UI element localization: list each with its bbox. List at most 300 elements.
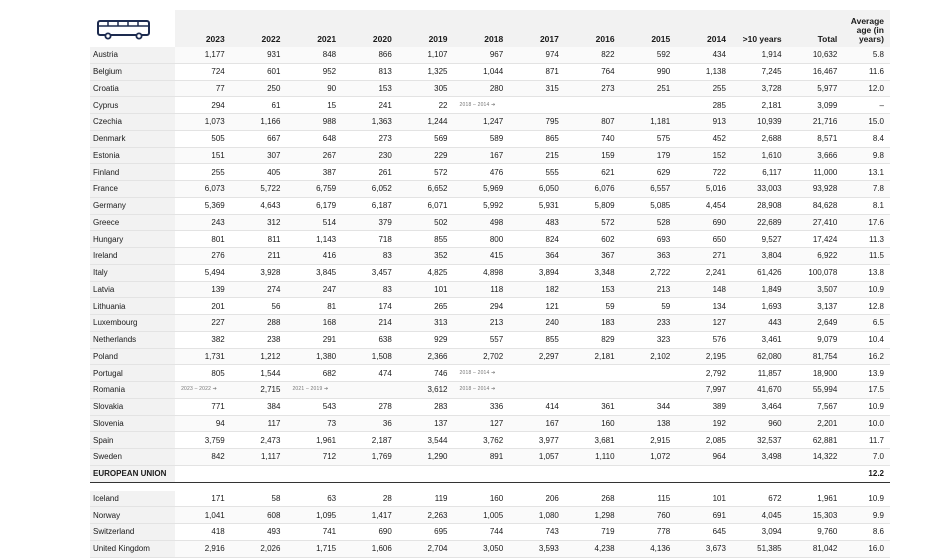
value-cell: 152 xyxy=(676,147,732,164)
value-cell: 273 xyxy=(565,80,621,97)
value-cell: 364 xyxy=(509,248,565,265)
value-cell: 1,212 xyxy=(231,348,287,365)
value-cell: 241 xyxy=(342,97,398,114)
value-cell: 167 xyxy=(509,415,565,432)
value-cell: 15,303 xyxy=(788,507,844,524)
fleet-table-container xyxy=(90,10,890,558)
value-cell: 255 xyxy=(175,164,231,181)
table-row xyxy=(90,114,890,131)
value-cell: 4,825 xyxy=(398,264,454,281)
value-cell: 2,181 xyxy=(732,97,788,114)
value-cell: 746 xyxy=(398,365,454,382)
value-cell: 101 xyxy=(398,281,454,298)
value-cell: 367 xyxy=(565,248,621,265)
header-2021: 2021 xyxy=(286,10,342,47)
value-cell: 1,298 xyxy=(565,507,621,524)
value-cell: 81,042 xyxy=(788,540,844,557)
value-cell: 650 xyxy=(676,231,732,248)
value-cell: 213 xyxy=(454,315,510,332)
value-cell: 138 xyxy=(621,415,677,432)
value-cell: 712 xyxy=(286,449,342,466)
value-cell: 307 xyxy=(231,147,287,164)
header-2022: 2022 xyxy=(231,10,287,47)
value-cell: 1,325 xyxy=(398,63,454,80)
value-cell: 134 xyxy=(676,298,732,315)
value-cell: 741 xyxy=(286,524,342,541)
value-cell: 137 xyxy=(398,415,454,432)
average-age-cell: 16.2 xyxy=(843,348,890,365)
value-cell: 118 xyxy=(454,281,510,298)
table-row xyxy=(90,315,890,332)
average-age-cell: 10.4 xyxy=(843,331,890,348)
value-cell: 5,977 xyxy=(788,80,844,97)
header-2020: 2020 xyxy=(342,10,398,47)
value-cell: 1,508 xyxy=(342,348,398,365)
value-cell: 807 xyxy=(565,114,621,131)
value-cell: 1,849 xyxy=(732,281,788,298)
country-cell: Estonia xyxy=(90,147,175,164)
value-cell: 36 xyxy=(342,415,398,432)
value-cell: 280 xyxy=(454,80,510,97)
value-cell: 14,322 xyxy=(788,449,844,466)
value-cell: 159 xyxy=(565,147,621,164)
value-cell: 11,000 xyxy=(788,164,844,181)
value-cell: 10,939 xyxy=(732,114,788,131)
value-cell: 215 xyxy=(509,147,565,164)
value-cell: 871 xyxy=(509,63,565,80)
average-age-cell: 8.4 xyxy=(843,130,890,147)
value-cell: 59 xyxy=(565,298,621,315)
average-age-cell: 7.8 xyxy=(843,181,890,198)
value-cell: 638 xyxy=(342,331,398,348)
average-age-cell: 17.6 xyxy=(843,214,890,231)
value-cell: 5,969 xyxy=(454,181,510,198)
table-row xyxy=(90,298,890,315)
country-cell: Slovenia xyxy=(90,415,175,432)
value-cell: 1,914 xyxy=(732,47,788,63)
value-cell: 528 xyxy=(621,214,677,231)
value-cell: 602 xyxy=(565,231,621,248)
value-cell: 312 xyxy=(231,214,287,231)
country-cell: Cyprus xyxy=(90,97,175,114)
value-cell: 171 xyxy=(175,491,231,507)
value-cell: 7,567 xyxy=(788,398,844,415)
value-cell: 592 xyxy=(621,47,677,63)
value-cell: 690 xyxy=(342,524,398,541)
table-row xyxy=(90,365,890,382)
value-cell: 213 xyxy=(621,281,677,298)
value-cell: 167 xyxy=(454,147,510,164)
average-age-cell: 13.9 xyxy=(843,365,890,382)
value-cell: 4,136 xyxy=(621,540,677,557)
merged-period-note: 2018 – 2014 ➔ xyxy=(454,382,677,399)
value-cell: 251 xyxy=(621,80,677,97)
value-cell: 192 xyxy=(676,415,732,432)
value-cell: 543 xyxy=(286,398,342,415)
value-cell: 443 xyxy=(732,315,788,332)
value-cell: 3,759 xyxy=(175,432,231,449)
merged-period-note: 2021 – 2019 ➔ xyxy=(286,382,397,399)
value-cell: 90 xyxy=(286,80,342,97)
value-cell: 382 xyxy=(175,331,231,348)
value-cell: 17,424 xyxy=(788,231,844,248)
average-age-cell: 11.7 xyxy=(843,432,890,449)
table-row xyxy=(90,348,890,365)
value-cell: 1,072 xyxy=(621,449,677,466)
value-cell: 6,071 xyxy=(398,197,454,214)
header-row xyxy=(90,10,890,47)
value-cell: 2,649 xyxy=(788,315,844,332)
country-cell: Denmark xyxy=(90,130,175,147)
country-cell: Latvia xyxy=(90,281,175,298)
value-cell: 1,095 xyxy=(286,507,342,524)
average-age-cell: 10.0 xyxy=(843,415,890,432)
value-cell: 648 xyxy=(286,130,342,147)
value-cell: 18,900 xyxy=(788,365,844,382)
value-cell: 1,363 xyxy=(342,114,398,131)
value-cell: 621 xyxy=(565,164,621,181)
country-cell: Belgium xyxy=(90,63,175,80)
value-cell: 690 xyxy=(676,214,732,231)
value-cell: 7,245 xyxy=(732,63,788,80)
value-cell: 315 xyxy=(509,80,565,97)
value-cell: 77 xyxy=(175,80,231,97)
value-cell: 2,187 xyxy=(342,432,398,449)
average-age-cell: 11.6 xyxy=(843,63,890,80)
value-cell: 2,702 xyxy=(454,348,510,365)
value-cell: 2,715 xyxy=(231,382,287,399)
value-cell: 211 xyxy=(231,248,287,265)
value-cell: 811 xyxy=(231,231,287,248)
country-cell: Greece xyxy=(90,214,175,231)
value-cell: 265 xyxy=(398,298,454,315)
value-cell: 771 xyxy=(175,398,231,415)
average-age-cell: 5.8 xyxy=(843,47,890,63)
average-age-cell: 10.9 xyxy=(843,281,890,298)
average-age-cell: 15.0 xyxy=(843,114,890,131)
country-cell: Hungary xyxy=(90,231,175,248)
value-cell: 1,117 xyxy=(231,449,287,466)
header-over-10-years: >10 years xyxy=(732,10,788,47)
value-cell: 722 xyxy=(676,164,732,181)
value-cell: 842 xyxy=(175,449,231,466)
value-cell: 1,080 xyxy=(509,507,565,524)
country-cell: Iceland xyxy=(90,491,175,507)
table-row xyxy=(90,214,890,231)
value-cell: 255 xyxy=(676,80,732,97)
value-cell: 691 xyxy=(676,507,732,524)
value-cell: 855 xyxy=(509,331,565,348)
value-cell: 764 xyxy=(565,63,621,80)
value-cell: 929 xyxy=(398,331,454,348)
gap-cell xyxy=(90,482,890,491)
value-cell: 1,177 xyxy=(175,47,231,63)
table-row xyxy=(90,331,890,348)
empty-cell xyxy=(676,465,732,482)
value-cell: 4,643 xyxy=(231,197,287,214)
value-cell: 5,085 xyxy=(621,197,677,214)
value-cell: 974 xyxy=(509,47,565,63)
value-cell: 2,102 xyxy=(621,348,677,365)
header-2018: 2018 xyxy=(454,10,510,47)
value-cell: 6,076 xyxy=(565,181,621,198)
value-cell: 93,928 xyxy=(788,181,844,198)
value-cell: 1,769 xyxy=(342,449,398,466)
value-cell: 1,138 xyxy=(676,63,732,80)
country-cell: Lithuania xyxy=(90,298,175,315)
value-cell: 498 xyxy=(454,214,510,231)
table-row xyxy=(90,147,890,164)
value-cell: 61 xyxy=(231,97,287,114)
empty-cell xyxy=(621,465,677,482)
value-cell: 84,628 xyxy=(788,197,844,214)
value-cell: 55,994 xyxy=(788,382,844,399)
value-cell: 3,457 xyxy=(342,264,398,281)
value-cell: 824 xyxy=(509,231,565,248)
value-cell: 572 xyxy=(398,164,454,181)
value-cell: 960 xyxy=(732,415,788,432)
table-row xyxy=(90,432,890,449)
value-cell: 1,005 xyxy=(454,507,510,524)
value-cell: 557 xyxy=(454,331,510,348)
value-cell: 855 xyxy=(398,231,454,248)
header-2019: 2019 xyxy=(398,10,454,47)
empty-cell xyxy=(175,465,231,482)
section-gap xyxy=(90,482,890,491)
value-cell: 778 xyxy=(621,524,677,541)
value-cell: 81,754 xyxy=(788,348,844,365)
value-cell: 139 xyxy=(175,281,231,298)
value-cell: 313 xyxy=(398,315,454,332)
value-cell: 848 xyxy=(286,47,342,63)
value-cell: 2,916 xyxy=(175,540,231,557)
value-cell: 1,073 xyxy=(175,114,231,131)
value-cell: 608 xyxy=(231,507,287,524)
value-cell: 3,348 xyxy=(565,264,621,281)
value-cell: 1,143 xyxy=(286,231,342,248)
value-cell: 63 xyxy=(286,491,342,507)
empty-cell xyxy=(231,465,287,482)
value-cell: 931 xyxy=(231,47,287,63)
value-cell: 3,762 xyxy=(454,432,510,449)
value-cell: 1,244 xyxy=(398,114,454,131)
value-cell: 250 xyxy=(231,80,287,97)
value-cell: 8,571 xyxy=(788,130,844,147)
country-cell: Luxembourg xyxy=(90,315,175,332)
table-row xyxy=(90,382,890,399)
value-cell: 3,673 xyxy=(676,540,732,557)
value-cell: 1,247 xyxy=(454,114,510,131)
value-cell: 182 xyxy=(509,281,565,298)
value-cell: 1,961 xyxy=(286,432,342,449)
value-cell: 2,915 xyxy=(621,432,677,449)
value-cell: 276 xyxy=(175,248,231,265)
value-cell: 693 xyxy=(621,231,677,248)
value-cell: 5,809 xyxy=(565,197,621,214)
value-cell: 148 xyxy=(676,281,732,298)
value-cell: 3,461 xyxy=(732,331,788,348)
value-cell: 1,181 xyxy=(621,114,677,131)
value-cell: 117 xyxy=(231,415,287,432)
value-cell: 233 xyxy=(621,315,677,332)
header-2023: 2023 xyxy=(175,10,231,47)
value-cell: 1,107 xyxy=(398,47,454,63)
value-cell: 5,722 xyxy=(231,181,287,198)
value-cell: 62,881 xyxy=(788,432,844,449)
average-age-cell: 11.5 xyxy=(843,248,890,265)
value-cell: 2,026 xyxy=(231,540,287,557)
table-row xyxy=(90,181,890,198)
value-cell: 3,050 xyxy=(454,540,510,557)
value-cell: 6,759 xyxy=(286,181,342,198)
country-cell: Netherlands xyxy=(90,331,175,348)
value-cell: 1,380 xyxy=(286,348,342,365)
value-cell: 291 xyxy=(286,331,342,348)
value-cell: 121 xyxy=(509,298,565,315)
table-row xyxy=(90,449,890,466)
empty-cell xyxy=(398,465,454,482)
value-cell: 493 xyxy=(231,524,287,541)
value-cell: 505 xyxy=(175,130,231,147)
value-cell: 1,417 xyxy=(342,507,398,524)
value-cell: 7,997 xyxy=(676,382,732,399)
value-cell: 434 xyxy=(676,47,732,63)
value-cell: 2,297 xyxy=(509,348,565,365)
header-2014: 2014 xyxy=(676,10,732,47)
value-cell: 724 xyxy=(175,63,231,80)
value-cell: 83 xyxy=(342,281,398,298)
value-cell: 645 xyxy=(676,524,732,541)
value-cell: 555 xyxy=(509,164,565,181)
value-cell: 2,688 xyxy=(732,130,788,147)
value-cell: 1,057 xyxy=(509,449,565,466)
value-cell: 274 xyxy=(231,281,287,298)
value-cell: 695 xyxy=(398,524,454,541)
country-cell: Switzerland xyxy=(90,524,175,541)
value-cell: 174 xyxy=(342,298,398,315)
table-row xyxy=(90,248,890,265)
value-cell: 3,544 xyxy=(398,432,454,449)
value-cell: 153 xyxy=(342,80,398,97)
value-cell: 575 xyxy=(621,130,677,147)
value-cell: 271 xyxy=(676,248,732,265)
table-row xyxy=(90,264,890,281)
value-cell: 1,290 xyxy=(398,449,454,466)
value-cell: 990 xyxy=(621,63,677,80)
value-cell: 9,079 xyxy=(788,331,844,348)
value-cell: 2,366 xyxy=(398,348,454,365)
header-average-age: Average age (in years) xyxy=(843,10,890,47)
header-2015: 2015 xyxy=(621,10,677,47)
table-body xyxy=(90,47,890,557)
value-cell: 1,731 xyxy=(175,348,231,365)
value-cell: 2,241 xyxy=(676,264,732,281)
value-cell: 4,454 xyxy=(676,197,732,214)
value-cell: 474 xyxy=(342,365,398,382)
value-cell: 1,044 xyxy=(454,63,510,80)
average-age-cell: 17.5 xyxy=(843,382,890,399)
country-cell: Czechia xyxy=(90,114,175,131)
value-cell: 952 xyxy=(286,63,342,80)
value-cell: 866 xyxy=(342,47,398,63)
table-row xyxy=(90,47,890,63)
value-cell: 416 xyxy=(286,248,342,265)
table-row xyxy=(90,507,890,524)
value-cell: 363 xyxy=(621,248,677,265)
value-cell: 278 xyxy=(342,398,398,415)
value-cell: 61,426 xyxy=(732,264,788,281)
value-cell: 384 xyxy=(231,398,287,415)
value-cell: 6,652 xyxy=(398,181,454,198)
value-cell: 415 xyxy=(454,248,510,265)
value-cell: 151 xyxy=(175,147,231,164)
value-cell: 5,494 xyxy=(175,264,231,281)
value-cell: 6,557 xyxy=(621,181,677,198)
value-cell: 230 xyxy=(342,147,398,164)
table-row xyxy=(90,491,890,507)
country-cell: Italy xyxy=(90,264,175,281)
table-row xyxy=(90,197,890,214)
value-cell: 502 xyxy=(398,214,454,231)
value-cell: 891 xyxy=(454,449,510,466)
value-cell: 22 xyxy=(398,97,454,114)
value-cell: 6,922 xyxy=(788,248,844,265)
value-cell: 740 xyxy=(565,130,621,147)
value-cell: 51,385 xyxy=(732,540,788,557)
value-cell: 964 xyxy=(676,449,732,466)
value-cell: 4,045 xyxy=(732,507,788,524)
value-cell: 28,908 xyxy=(732,197,788,214)
value-cell: 672 xyxy=(732,491,788,507)
country-cell: Portugal xyxy=(90,365,175,382)
average-age-cell: – xyxy=(843,97,890,114)
value-cell: 21,716 xyxy=(788,114,844,131)
value-cell: 153 xyxy=(565,281,621,298)
value-cell: 801 xyxy=(175,231,231,248)
value-cell: 83 xyxy=(342,248,398,265)
value-cell: 3,728 xyxy=(732,80,788,97)
value-cell: 214 xyxy=(342,315,398,332)
value-cell: 476 xyxy=(454,164,510,181)
value-cell: 1,544 xyxy=(231,365,287,382)
value-cell: 1,715 xyxy=(286,540,342,557)
value-cell: 179 xyxy=(621,147,677,164)
value-cell: 3,612 xyxy=(398,382,454,399)
value-cell: 268 xyxy=(565,491,621,507)
empty-cell xyxy=(509,465,565,482)
value-cell: 247 xyxy=(286,281,342,298)
value-cell: 94 xyxy=(175,415,231,432)
value-cell: 59 xyxy=(621,298,677,315)
value-cell: 514 xyxy=(286,214,342,231)
value-cell: 5,931 xyxy=(509,197,565,214)
average-age-cell: 7.0 xyxy=(843,449,890,466)
value-cell: 576 xyxy=(676,331,732,348)
value-cell: 4,238 xyxy=(565,540,621,557)
value-cell: 795 xyxy=(509,114,565,131)
value-cell: 323 xyxy=(621,331,677,348)
value-cell: 805 xyxy=(175,365,231,382)
value-cell: 3,666 xyxy=(788,147,844,164)
value-cell: 2,722 xyxy=(621,264,677,281)
value-cell: 3,498 xyxy=(732,449,788,466)
value-cell: 5,992 xyxy=(454,197,510,214)
country-cell: Romania xyxy=(90,382,175,399)
average-age-cell: 11.3 xyxy=(843,231,890,248)
value-cell: 1,693 xyxy=(732,298,788,315)
empty-cell xyxy=(342,465,398,482)
table-row xyxy=(90,63,890,80)
